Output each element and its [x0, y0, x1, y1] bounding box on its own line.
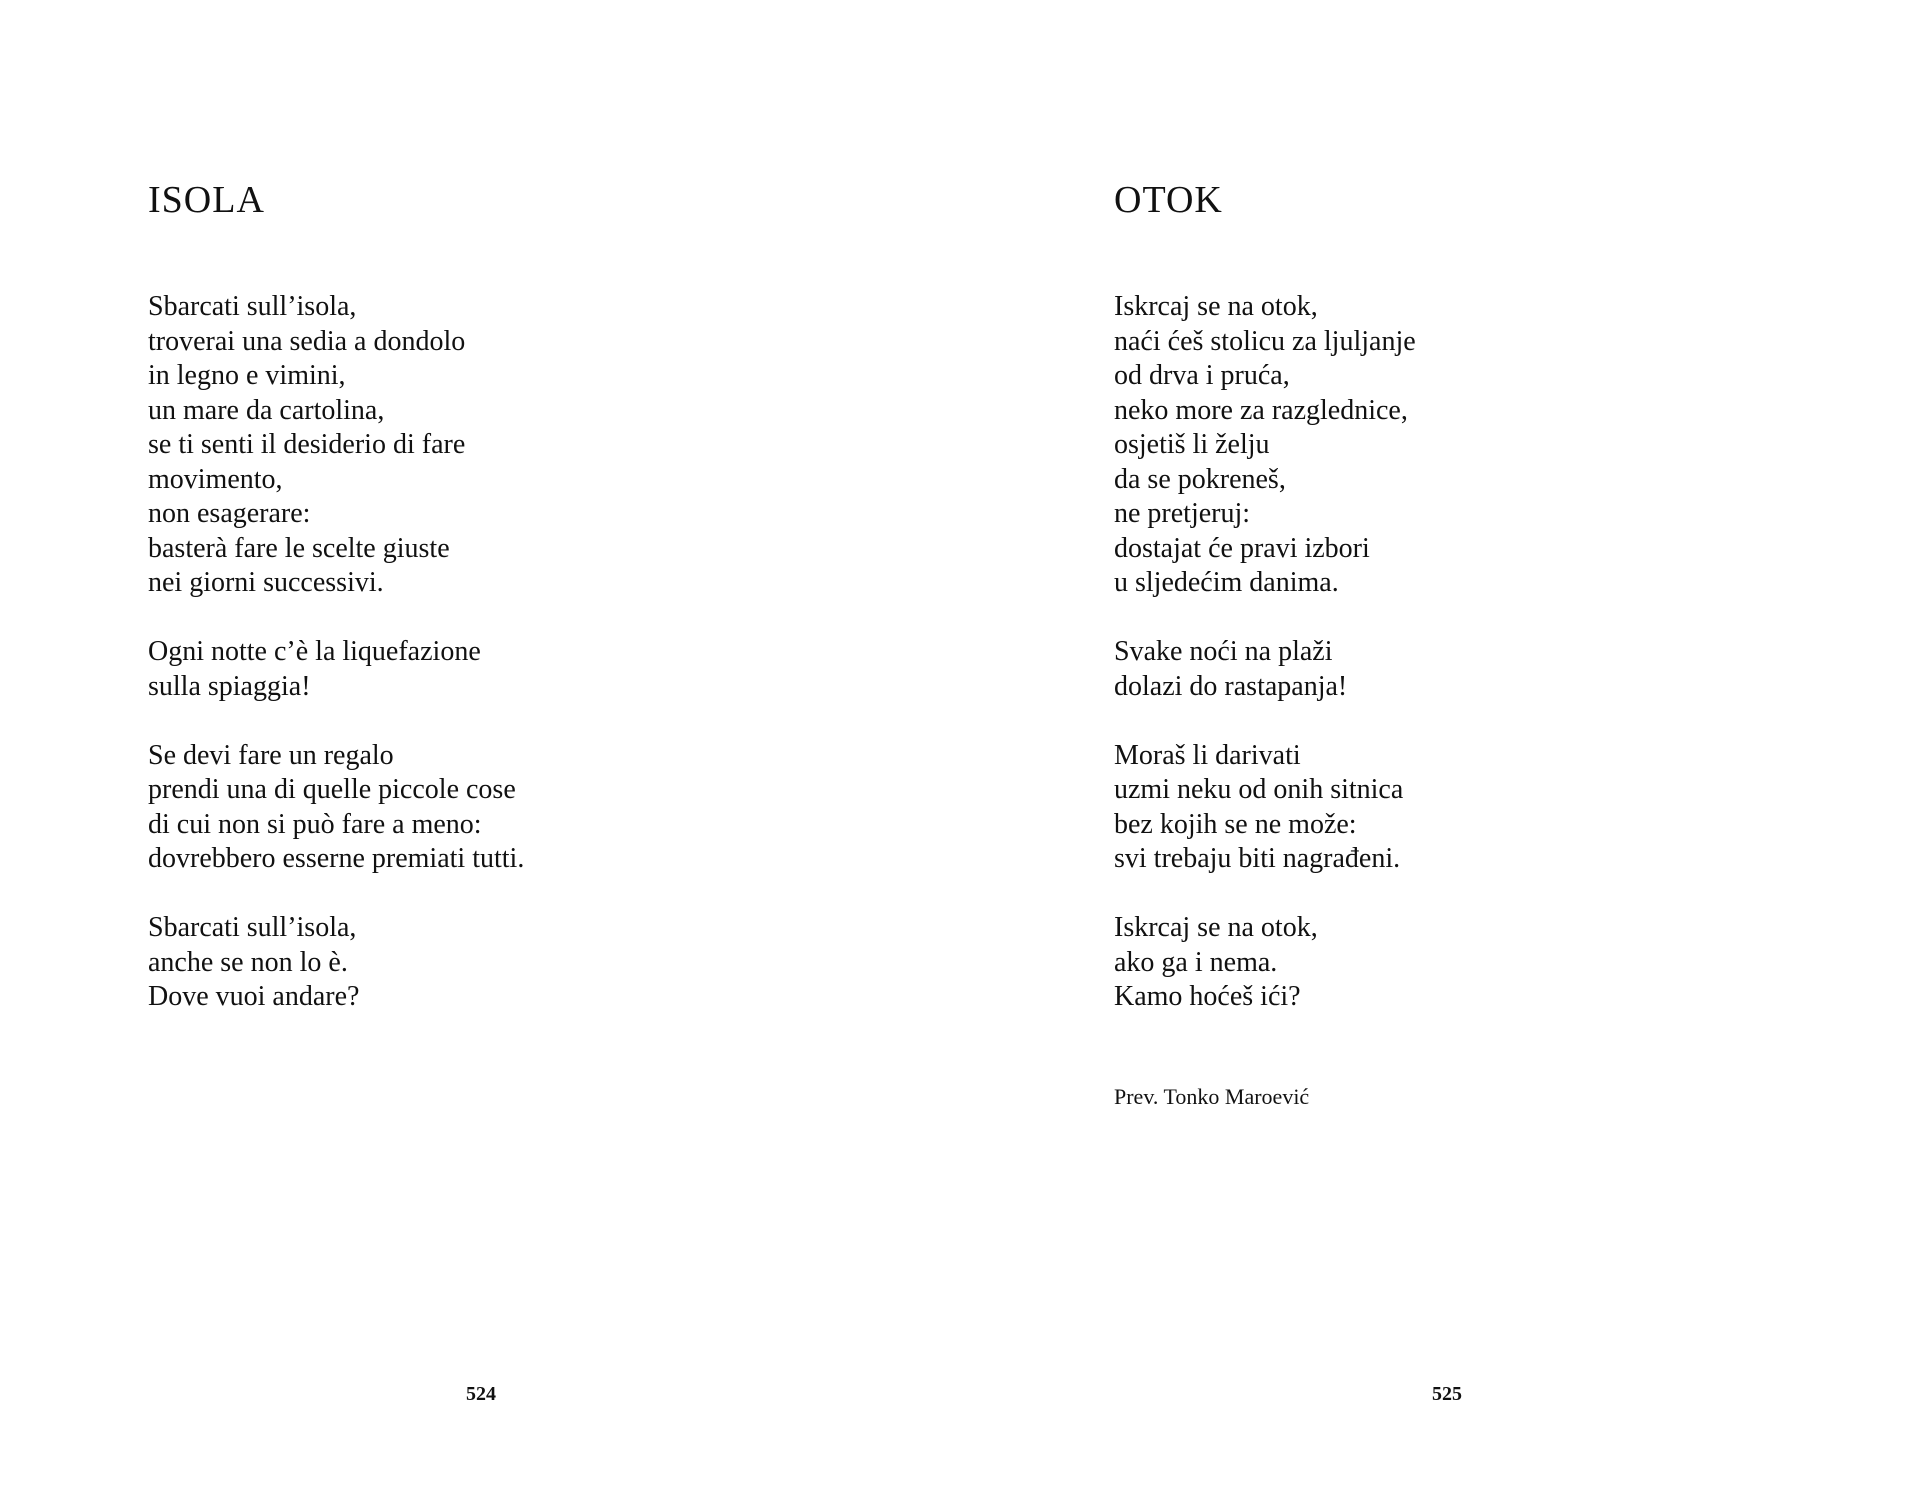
poem-body-croatian: [1114, 290, 1416, 1049]
stanza: [148, 739, 524, 877]
poem-line: Svake noći na plaži: [1114, 636, 1333, 667]
stanza: [1114, 290, 1416, 601]
poem-line: Se devi fare un regalo: [148, 739, 394, 771]
poem-line: dolazi do rastapanja!: [1114, 670, 1348, 702]
translator-credit: Prev. Tonko Maroević: [1114, 1084, 1310, 1109]
poem-line: Moraš li darivati: [1114, 739, 1301, 771]
poem-line: Iskrcaj se na otok,: [1114, 291, 1318, 322]
page-number: 525: [1432, 1383, 1462, 1405]
right-page: [1114, 0, 1874, 1500]
poem-line: in legno e vimini,: [148, 360, 346, 391]
poem-line: Sbarcati sull’isola,: [148, 912, 357, 943]
poem-line: osjetiš li želju: [1114, 429, 1270, 460]
poem-line: bez kojih se ne može:: [1114, 808, 1357, 840]
poem-line: da se pokreneš,: [1114, 463, 1286, 495]
stanza: [148, 635, 524, 704]
stanza: [148, 911, 524, 1015]
poem-line: nei giorni successivi.: [148, 567, 384, 598]
poem-line: anche se non lo è.: [148, 946, 348, 978]
page-number: 524: [466, 1383, 496, 1405]
poem-line: ako ga i nema.: [1114, 946, 1278, 978]
stanza: [1114, 635, 1416, 704]
poem-line: sulla spiaggia!: [148, 670, 311, 702]
poem-line: Dove vuoi andare?: [148, 981, 360, 1012]
poem-line: od drva i pruća,: [1114, 360, 1290, 391]
poem-line: svi trebaju biti nagrađeni.: [1114, 843, 1401, 874]
poem-line: non esagerare:: [148, 498, 311, 529]
poem-line: ne pretjeruj:: [1114, 498, 1251, 529]
poem-title-italian: ISOLA: [148, 179, 265, 221]
poem-line: se ti senti il desiderio di fare: [148, 429, 466, 460]
poem-title-croatian: OTOK: [1114, 179, 1223, 221]
poem-line: Ogni notte c’è la liquefazione: [148, 636, 481, 667]
poem-line: basterà fare le scelte giuste: [148, 532, 450, 564]
poem-line: uzmi neku od onih sitnica: [1114, 774, 1404, 805]
poem-line: dovrebbero esserne premiati tutti.: [148, 843, 525, 874]
poem-line: prendi una di quelle piccole cose: [148, 774, 516, 805]
poem-line: naći ćeš stolicu za ljuljanje: [1114, 325, 1416, 357]
poem-body-italian: [148, 290, 524, 1049]
stanza: [148, 290, 524, 601]
poem-line: u sljedećim danima.: [1114, 567, 1339, 598]
poem-line: Kamo hoćeš ići?: [1114, 981, 1301, 1012]
left-page: [148, 0, 948, 1500]
poem-line: movimento,: [148, 463, 283, 495]
poem-line: Sbarcati sull’isola,: [148, 291, 357, 322]
poem-line: Iskrcaj se na otok,: [1114, 912, 1318, 943]
poem-line: troverai una sedia a dondolo: [148, 325, 466, 357]
poem-line: un mare da cartolina,: [148, 394, 385, 426]
poem-line: dostajat će pravi izbori: [1114, 532, 1370, 564]
stanza: [1114, 911, 1416, 1015]
poem-line: neko more za razglednice,: [1114, 394, 1408, 426]
stanza: [1114, 739, 1416, 877]
poem-line: di cui non si può fare a meno:: [148, 808, 482, 840]
